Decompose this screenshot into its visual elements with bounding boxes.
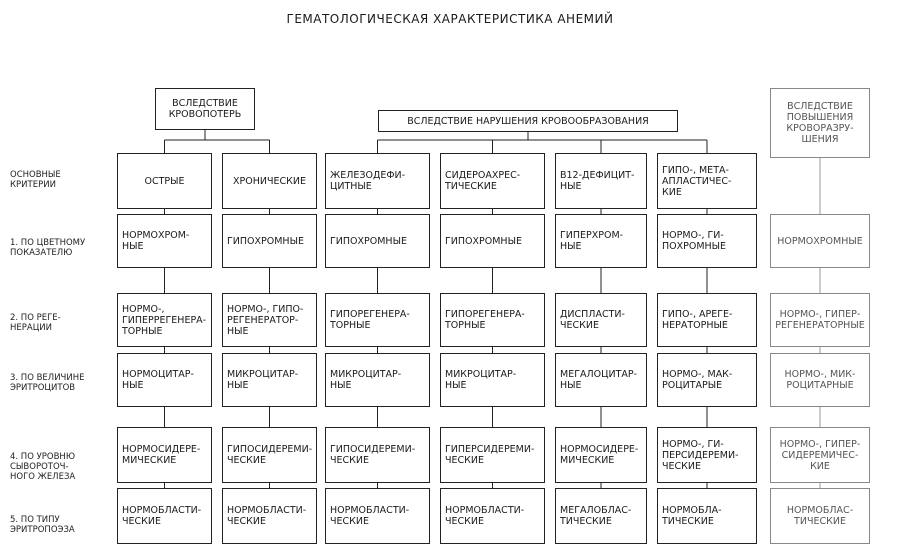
- cell-aplastic-cell-size: НОРМО-, МАК- РОЦИТАРЫЕ: [657, 353, 757, 407]
- group-destruction: ВСЛЕДСТВИЕ ПОВЫШЕНИЯ КРОВОРАЗРУ- ШЕНИЯ: [770, 88, 870, 158]
- cell-b12-deficiency-cell-size: МЕГАЛОЦИТАР- НЫЕ: [555, 353, 647, 407]
- type-acute: ОСТРЫЕ: [117, 153, 212, 209]
- cell-sideroachrestic-serum-iron: ГИПЕРСИДЕРЕМИ- ЧЕСКИЕ: [440, 427, 545, 483]
- cell-b12-deficiency-color-index: ГИПЕРХРОМ- НЫЕ: [555, 214, 647, 268]
- cell-iron-deficiency-regeneration: ГИПОРЕГЕНЕРА- ТОРНЫЕ: [325, 293, 430, 347]
- type-chronic: ХРОНИЧЕСКИЕ: [222, 153, 317, 209]
- cell-iron-deficiency-erythropoiesis: НОРМОБЛАСТИ- ЧЕСКИЕ: [325, 488, 430, 544]
- criteria-label: ОСНОВНЫЕ КРИТЕРИИ: [10, 170, 61, 190]
- cell-hemolytic-cell-size: НОРМО-, МИК- РОЦИТАРНЫЕ: [770, 353, 870, 407]
- group-hematopoiesis: ВСЛЕДСТВИЕ НАРУШЕНИЯ КРОВООБРАЗОВАНИЯ: [378, 110, 678, 132]
- cell-sideroachrestic-color-index: ГИПОХРОМНЫЕ: [440, 214, 545, 268]
- cell-acute-erythropoiesis: НОРМОБЛАСТИ- ЧЕСКИЕ: [117, 488, 212, 544]
- cell-sideroachrestic-erythropoiesis: НОРМОБЛАСТИ- ЧЕСКИЕ: [440, 488, 545, 544]
- cell-b12-deficiency-regeneration: ДИСПЛАСТИ- ЧЕСКИЕ: [555, 293, 647, 347]
- row-label-color-index: 1. ПО ЦВЕТНОМУ ПОКАЗАТЕЛЮ: [10, 238, 86, 258]
- cell-iron-deficiency-serum-iron: ГИПОСИДЕРЕМИ- ЧЕСКИЕ: [325, 427, 430, 483]
- group-blood-loss: ВСЛЕДСТВИЕ КРОВОПОТЕРЬ: [155, 88, 255, 130]
- cell-hemolytic-erythropoiesis: НОРМОБЛАС- ТИЧЕСКИЕ: [770, 488, 870, 544]
- cell-b12-deficiency-erythropoiesis: МЕГАЛОБЛАС- ТИЧЕСКИЕ: [555, 488, 647, 544]
- cell-chronic-regeneration: НОРМО-, ГИПО- РЕГЕНЕРАТОР- НЫЕ: [222, 293, 317, 347]
- cell-chronic-serum-iron: ГИПОСИДЕРЕМИ- ЧЕСКИЕ: [222, 427, 317, 483]
- cell-iron-deficiency-cell-size: МИКРОЦИТАР- НЫЕ: [325, 353, 430, 407]
- cell-acute-cell-size: НОРМОЦИТАР- НЫЕ: [117, 353, 212, 407]
- type-iron-deficiency: ЖЕЛЕЗОДЕФИ- ЦИТНЫЕ: [325, 153, 430, 209]
- cell-iron-deficiency-color-index: ГИПОХРОМНЫЕ: [325, 214, 430, 268]
- row-label-erythropoiesis: 5. ПО ТИПУ ЭРИТРОПОЭЗА: [10, 515, 75, 535]
- cell-hemolytic-color-index: НОРМОХРОМНЫЕ: [770, 214, 870, 268]
- type-aplastic: ГИПО-, МЕТА- АПЛАСТИЧЕС- КИЕ: [657, 153, 757, 209]
- cell-chronic-color-index: ГИПОХРОМНЫЕ: [222, 214, 317, 268]
- cell-hemolytic-regeneration: НОРМО-, ГИПЕР- РЕГЕНЕРАТОРНЫЕ: [770, 293, 870, 347]
- cell-aplastic-erythropoiesis: НОРМОБЛА- ТИЧЕСКИЕ: [657, 488, 757, 544]
- row-label-cell-size: 3. ПО ВЕЛИЧИНЕ ЭРИТРОЦИТОВ: [10, 373, 85, 393]
- cell-acute-regeneration: НОРМО-, ГИПЕРРЕГЕНЕРА- ТОРНЫЕ: [117, 293, 212, 347]
- row-label-serum-iron: 4. ПО УРОВНЮ СЫВОРОТОЧ- НОГО ЖЕЛЕЗА: [10, 452, 76, 482]
- cell-aplastic-regeneration: ГИПО-, АРЕГЕ- НЕРАТОРНЫЕ: [657, 293, 757, 347]
- cell-b12-deficiency-serum-iron: НОРМОСИДЕРЕ- МИЧЕСКИЕ: [555, 427, 647, 483]
- cell-chronic-cell-size: МИКРОЦИТАР- НЫЕ: [222, 353, 317, 407]
- cell-acute-color-index: НОРМОХРОМ- НЫЕ: [117, 214, 212, 268]
- row-label-regeneration: 2. ПО РЕГЕ- НЕРАЦИИ: [10, 313, 61, 333]
- cell-sideroachrestic-regeneration: ГИПОРЕГЕНЕРА- ТОРНЫЕ: [440, 293, 545, 347]
- cell-chronic-erythropoiesis: НОРМОБЛАСТИ- ЧЕСКИЕ: [222, 488, 317, 544]
- cell-acute-serum-iron: НОРМОСИДЕРЕ- МИЧЕСКИЕ: [117, 427, 212, 483]
- cell-aplastic-serum-iron: НОРМО-, ГИ- ПЕРСИДЕРЕМИ- ЧЕСКИЕ: [657, 427, 757, 483]
- diagram-title: ГЕМАТОЛОГИЧЕСКАЯ ХАРАКТЕРИСТИКА АНЕМИЙ: [286, 12, 614, 26]
- cell-aplastic-color-index: НОРМО-, ГИ- ПОХРОМНЫЕ: [657, 214, 757, 268]
- cell-sideroachrestic-cell-size: МИКРОЦИТАР- НЫЕ: [440, 353, 545, 407]
- cell-hemolytic-serum-iron: НОРМО-, ГИПЕР- СИДЕРЕМИЧЕС- КИЕ: [770, 427, 870, 483]
- type-sideroachrestic: СИДЕРОАХРЕС- ТИЧЕСКИЕ: [440, 153, 545, 209]
- type-b12-deficiency: B12-ДЕФИЦИТ- НЫЕ: [555, 153, 647, 209]
